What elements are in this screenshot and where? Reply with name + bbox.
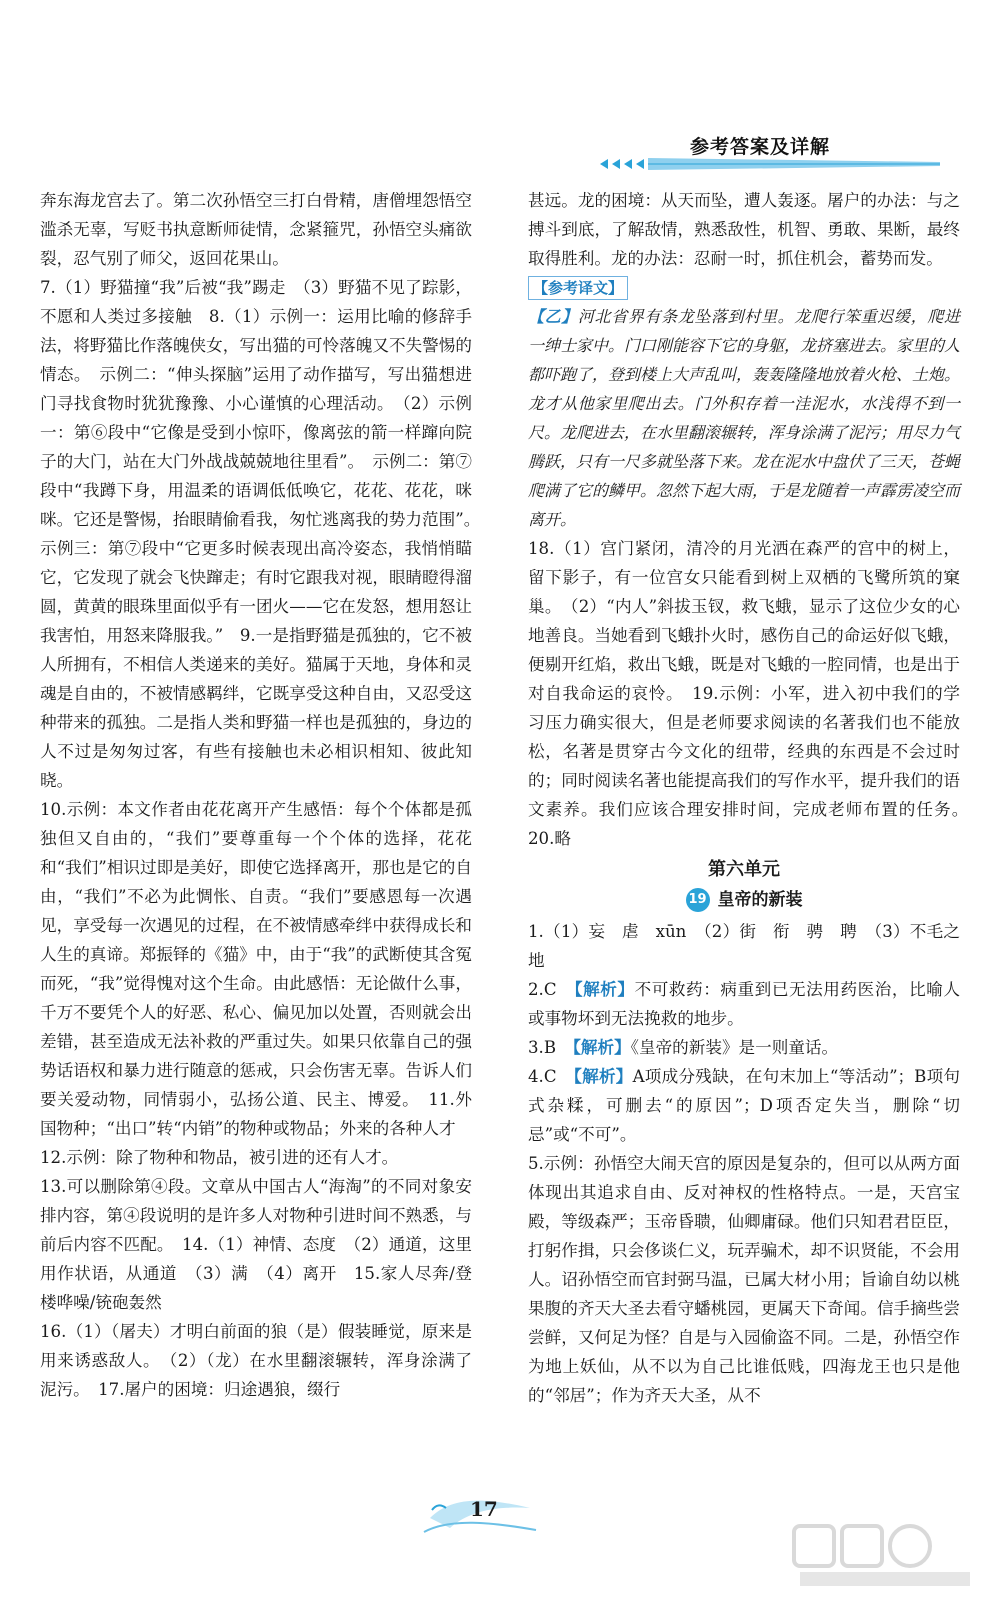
answer-4 [528,1062,960,1149]
right-column [528,186,977,1410]
watermark-logo [790,1520,980,1590]
header-title: 参考答案及详解 [690,136,831,158]
right-paragraph: 甚远。龙的困境：从天而坠，遭人轰逐。屠户的办法：与之搏斗到底，了解敌情，熟悉敌性，机智、勇敢、果断，最终取得胜利。龙的办法：忍耐一时，抓住机会，蓄势而发。 [528,191,960,268]
lesson-number-badge: 19 [686,888,710,912]
answer-3-prefix: 3.B [528,1038,573,1057]
left-paragraph: 13.可以删除第④段。文章从中国古人“海淘”的不同对象安排内容，第④段说明的是许多人对物种引进时间不熟悉，与前后内容不匹配。 14.（1）神情、态度 （2）通道，这里用作状语，从通道 （3）满 （4）离开 15.家人尽奔/登楼哗噪/铳砲轰然 [40,1177,472,1312]
translation-paragraph [528,302,960,534]
left-paragraph: 奔东海龙宫去了。第二次孙悟空三打白骨精，唐僧埋怨悟空滥杀无辜，写贬书执意断师徒情，念紧箍咒，孙悟空头痛欲裂，忍气别了师父，返回花果山。 [40,191,472,268]
answer-5: 5.示例：孙悟空大闹天宫的原因是复杂的，但可以从两方面体现出其追求自由、反对神权的性格特点。一是，天宫宝殿，等级森严；玉帝昏聩，仙卿庸碌。他们只知君君臣臣，打躬作揖，只会侈谈仁义，玩弄骗术，却不识贤能，不会用人。诏孙悟空而官封弼马温，已属大材小用；旨谕自幼以桃果腹的齐天大圣去看守蟠桃园，更属天下奇闻。信手摘些尝尝鲜，又何足为怪？自是与入园偷盗不同。二是，孙悟空作为地上妖仙，从不以为自己比谁低贱，四海龙王也只是他的“邻居”；作为齐天大圣，从不 [528,1154,960,1405]
analysis-tag: 【解析】 [573,1066,633,1086]
answer-18-19-20: 18.（1）宫门紧闭，清冷的月光洒在森严的宫中的树上，留下影子，有一位宫女只能看到树上双栖的飞鹭所筑的窠巢。 （2）“内人”斜拔玉钗，救飞蛾，显示了这位少女的心地善良。当她看到飞蛾扑火时，感伤自己的命运好似飞蛾，便剔开红焰，救出飞蛾，既是对飞蛾的一腔同情，也是出于对自我命运的哀怜。 19.示例：小军，进入初中我们的学习压力确实很大，但是老师要求阅读的名著我们也不能放松，名著是贯穿古今文化的纽带，经典的东西是不会过时的；同时阅读名著也能提高我们的写作水平，提升我们的语文素养。我们应该合理安排时间，完成老师布置的任务。 20.略 [528,539,977,848]
translation-tag: 【参考译文】 [528,276,628,300]
left-paragraph: 7.（1）野猫撞“我”后被“我”踢走 （3）野猫不见了踪影，不愿和人类过多接触 8.（1）示例一：运用比喻的修辞手法，将野猫比作落魄侠女，写出猫的可怜落魄又不失警惕的情态。 示例二：“伸头探脑”运用了动作描写，写出猫想进门寻找食物时犹犹豫豫、小心谨慎的心理活动。 （2）示例一：第⑥段中“它像是受到小惊吓，像离弦的箭一样蹿向院子的大门，站在大门外战战兢兢地往里看”。 示例二：第⑦段中“我蹲下身，用温柔的语调低低唤它，花花、花花，咪咪。它还是警惕，抬眼睛偷看我，匆忙逃离我的势力范围”。 示例三：第⑦段中“它更多时候表现出高冷姿态，我悄悄瞄它，它发现了就会飞快蹿走；有时它跟我对视，眼睛瞪得溜圆，黄黄的眼珠里面似乎有一团火——它在发怒，想用怒让我害怕，用怒来降服我。” 9.一是指野猫是孤独的，它不被人所拥有，不相信人类递来的美好。猫属于天地，身体和灵魂是自由的，不被情感羁绊，它既享受这种自由，又忍受这种带来的孤独。二是指人类和野猫一样也是孤独的，身边的人不过是匆匆过客，有些有接触也未必相识相知、彼此知晓。 [40,278,489,790]
answer-4-text: A项成分残缺，在句末加上“等活动”；B项句式杂糅，可删去“的原因”；D项否定失当，删除“切忌”或“不可”。 [528,1067,960,1144]
left-paragraph: 10.示例：本文作者由花花离开产生感悟：每个个体都是孤独但又自由的，“我们”要尊重每一个个体的选择，花花和“我们”相识过即是美好，即使它选择离开，那也是它的自由，“我们”不必为此惆怅、自责。“我们”要感恩每一次遇见，享受每一次遇见的过程，在不被情感牵绊中获得成长和人生的真谛。郑振铎的《猫》中，由于“我”的武断使其含冤而死，“我”觉得愧对这个生命。由此感悟：无论做什么事，千万不要凭个人的好恶、私心、偏见加以处置，否则就会出差错，甚至造成无法补救的严重过失。如果只依靠自己的强势话语权和暴力进行随意的惩戒，只会伤害无辜。告诉人们要关爱动物，同情弱小，弘扬公道、民主、博爱。 11.外国物种；“出口”转“内销”的物种或物品；外来的各种人才 [40,800,472,1138]
header-arrow-band [600,156,940,172]
analysis-tag: 【解析】 [574,979,635,999]
left-column [40,186,489,1404]
answer-2-prefix: 2.C [528,980,575,999]
translation-label: 【乙】 [528,307,578,326]
translation-text: 河北省界有条龙坠落到村里。龙爬行笨重迟缓，爬进一绅士家中。门口刚能容下它的身躯，龙挤塞进去。家里的人都吓跑了，登到楼上大声乱叫，轰轰隆隆地放着火枪、土炮。龙才从他家里爬出去。门外积存着一洼泥水，水浅得不到一尺。龙爬进去，在水里翻滚辗转，浑身涂满了泥污；用尽力气腾跃，只有一尺多就坠落下来。龙在泥水中盘伏了三天，苍蝇爬满了它的鳞甲。忽然下起大雨，于是龙随着一声霹雳凌空而离开。 [528,307,961,529]
answer-1: 1.（1）妄 虐 xūn （2）街 衔 骋 聘 （3）不毛之地 [528,922,960,970]
answer-3-text: 《皇帝的新装》是一则童话。 [630,1038,839,1057]
answer-2 [528,975,960,1033]
answer-2-text: 不可救药：病重到已无法用药医治，比喻人或事物坏到无法挽救的地步。 [528,980,960,1028]
unit-title: 第六单元 [708,859,780,880]
left-paragraph: 12.示例：除了物种和物品，被引进的还有人才。 [40,1148,399,1167]
answer-3 [528,1033,960,1062]
analysis-tag: 【解析】 [572,1037,631,1057]
answer-4-prefix: 4.C [528,1067,574,1086]
left-paragraph: 16.（1）（屠夫）才明白前面的狼（是）假装睡觉，原来是用来诱惑敌人。 （2）（龙）在水里翻滚辗转，浑身涂满了泥污。 17.屠户的困境：归途遇狼，缀行 [40,1322,472,1399]
page-number: 17 [470,1497,498,1521]
lesson-heading [528,886,960,915]
lesson-title: 皇帝的新装 [717,890,803,910]
